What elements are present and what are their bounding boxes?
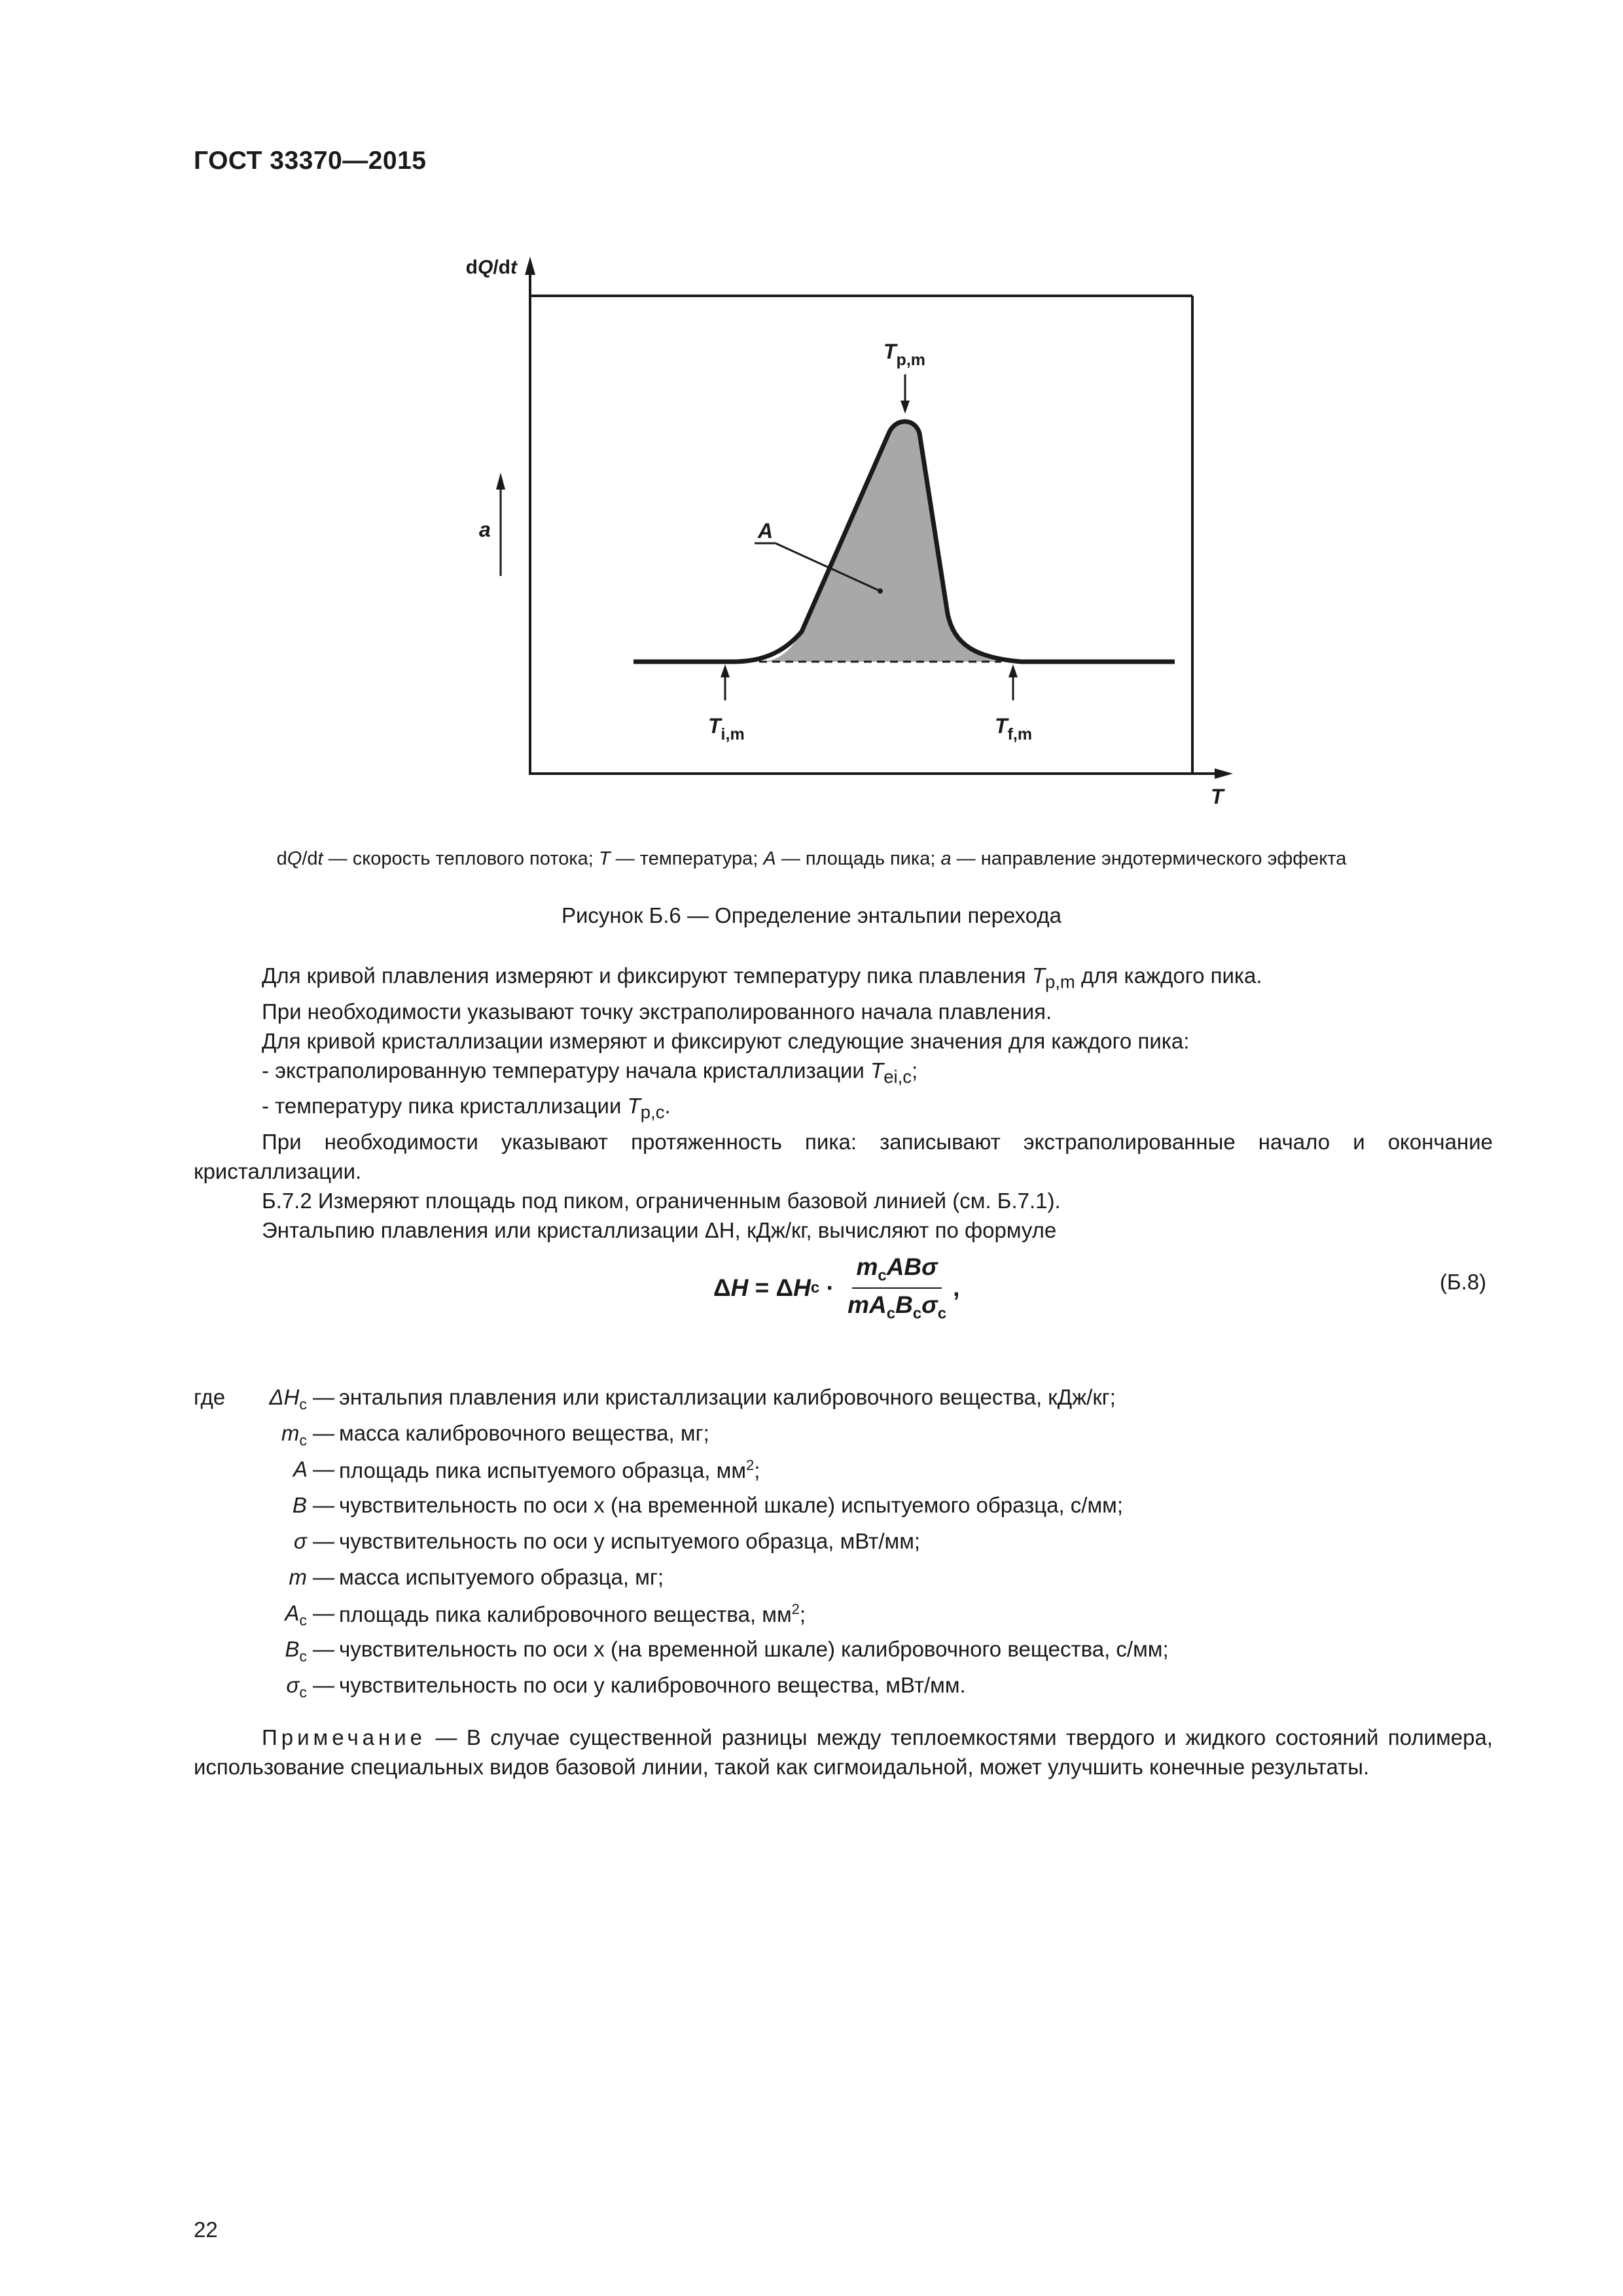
end-arrow-head xyxy=(1008,664,1018,677)
body-text xyxy=(194,961,1493,1245)
peak-temperature-label: $T_{p,m}$ xyxy=(883,340,925,369)
paragraph-b72: Б.7.2 Измеряют площадь под пиком, ограниченным базовой линией (см. Б.7.1). xyxy=(262,1188,1061,1213)
definition-symbol: $\Delta H_c$ — xyxy=(269,1385,334,1413)
note-lead: Примечание xyxy=(262,1725,427,1749)
formula-fraction: $\frac{m_cAB\sigma}{mA_cB_c\sigma_c}$ xyxy=(847,1253,947,1323)
peak-arrow-head xyxy=(901,401,910,414)
formula-b8: Δ H = Δ H c · $\frac{m_cAB\sigma}{mA_cB_c\sigma_c}$ , xyxy=(713,1253,960,1323)
paragraph-crystallization: Для кривой кристаллизации измеряют и фиксируют следующие значения для каждого пика: xyxy=(262,1028,1190,1053)
definition-text: площадь пика калибровочного вещества, $мм^2$; xyxy=(339,1601,806,1626)
definition-symbol: $m_c$ — xyxy=(281,1421,334,1449)
document-code: ГОСТ 33370—2015 xyxy=(194,147,427,175)
definition-symbol: $B_c$ — xyxy=(285,1637,334,1665)
definition-symbol: σ — xyxy=(293,1529,334,1553)
x-axis-label: T xyxy=(1211,785,1224,808)
figure-caption: Рисунок Б.6 — Определение энтальпии перехода xyxy=(561,903,1062,927)
paragraph-melting: Для кривой плавления измеряют и фиксируют температуру пика плавления $T_{p,m}$ для каждого пика. xyxy=(262,963,1262,992)
definition-text: масса калибровочного вещества, мг; xyxy=(339,1421,709,1445)
note xyxy=(194,1723,1493,1782)
list-item-extrapolated: - экстраполированную температуру начала кристаллизации $T_{ei,c}$; xyxy=(262,1058,918,1087)
definition-text: масса испытуемого образца, мг; xyxy=(339,1565,664,1589)
end-temperature-label: $T_{f,m}$ xyxy=(995,714,1033,744)
paragraph-onset: При необходимости указывают точку экстраполированного начала плавления. xyxy=(262,999,1052,1024)
definition-symbol: $A_c$ — xyxy=(285,1601,334,1629)
note-text: — В случае существенной разницы между теплоемкостями твердого и жидкого состояний полимера, использование специальных видов базовой линии, такой как сигмоидальной, может улучшить конечные результаты. xyxy=(194,1725,1493,1779)
onset-arrow-head xyxy=(721,664,730,677)
y-axis-label: dQ/dt xyxy=(465,257,517,278)
page-number: 22 xyxy=(194,2217,218,2242)
direction-arrow-head xyxy=(496,473,505,490)
paragraph-extent: При необходимости указывают протяженность пика: записывают экстраполированные начало и окончание кристаллизации. xyxy=(194,1129,1493,1183)
list-item-peak: - температуру пика кристаллизации $T_{p,c}$. xyxy=(262,1094,671,1122)
area-label: A xyxy=(758,519,774,543)
formula-number: (Б.8) xyxy=(1440,1270,1487,1294)
definition-text: чувствительность по оси x (на временной шкале) испытуемого образца, с/мм; xyxy=(339,1493,1124,1517)
definition-text: чувствительность по оси y испытуемого образца, мВт/мм; xyxy=(339,1529,921,1553)
x-axis-arrow xyxy=(1215,768,1233,779)
figure-legend: dQ/dt — скорость теплового потока; T — температура; A — площадь пика; a — направление эндотермического эффекта xyxy=(276,848,1347,869)
definition-text: чувствительность по оси y калибровочного вещества, мВт/мм. xyxy=(339,1673,966,1697)
area-point xyxy=(878,588,883,594)
definition-where: где xyxy=(194,1385,226,1409)
definition-text: чувствительность по оси x (на временной шкале) калибровочного вещества, с/мм; xyxy=(339,1637,1169,1661)
definition-text: энтальпия плавления или кристаллизации калибровочного вещества, кДж/кг; xyxy=(339,1385,1116,1409)
definition-symbol: B — xyxy=(292,1493,334,1517)
y-axis-arrow xyxy=(525,257,535,275)
definition-symbol: m — xyxy=(289,1565,334,1589)
definition-text: площадь пика испытуемого образца, $мм^2$; xyxy=(339,1457,760,1482)
paragraph-enthalpy: Энтальпию плавления или кристаллизации ΔH, кДж/кг, вычисляют по формуле xyxy=(262,1217,1057,1242)
dsc-figure xyxy=(0,0,1623,851)
definition-symbol: $\sigma_c$ — xyxy=(286,1673,334,1701)
definition-symbol: A — xyxy=(293,1457,334,1481)
onset-temperature-label: $T_{i,m}$ xyxy=(708,714,745,744)
direction-label: a xyxy=(479,518,491,541)
